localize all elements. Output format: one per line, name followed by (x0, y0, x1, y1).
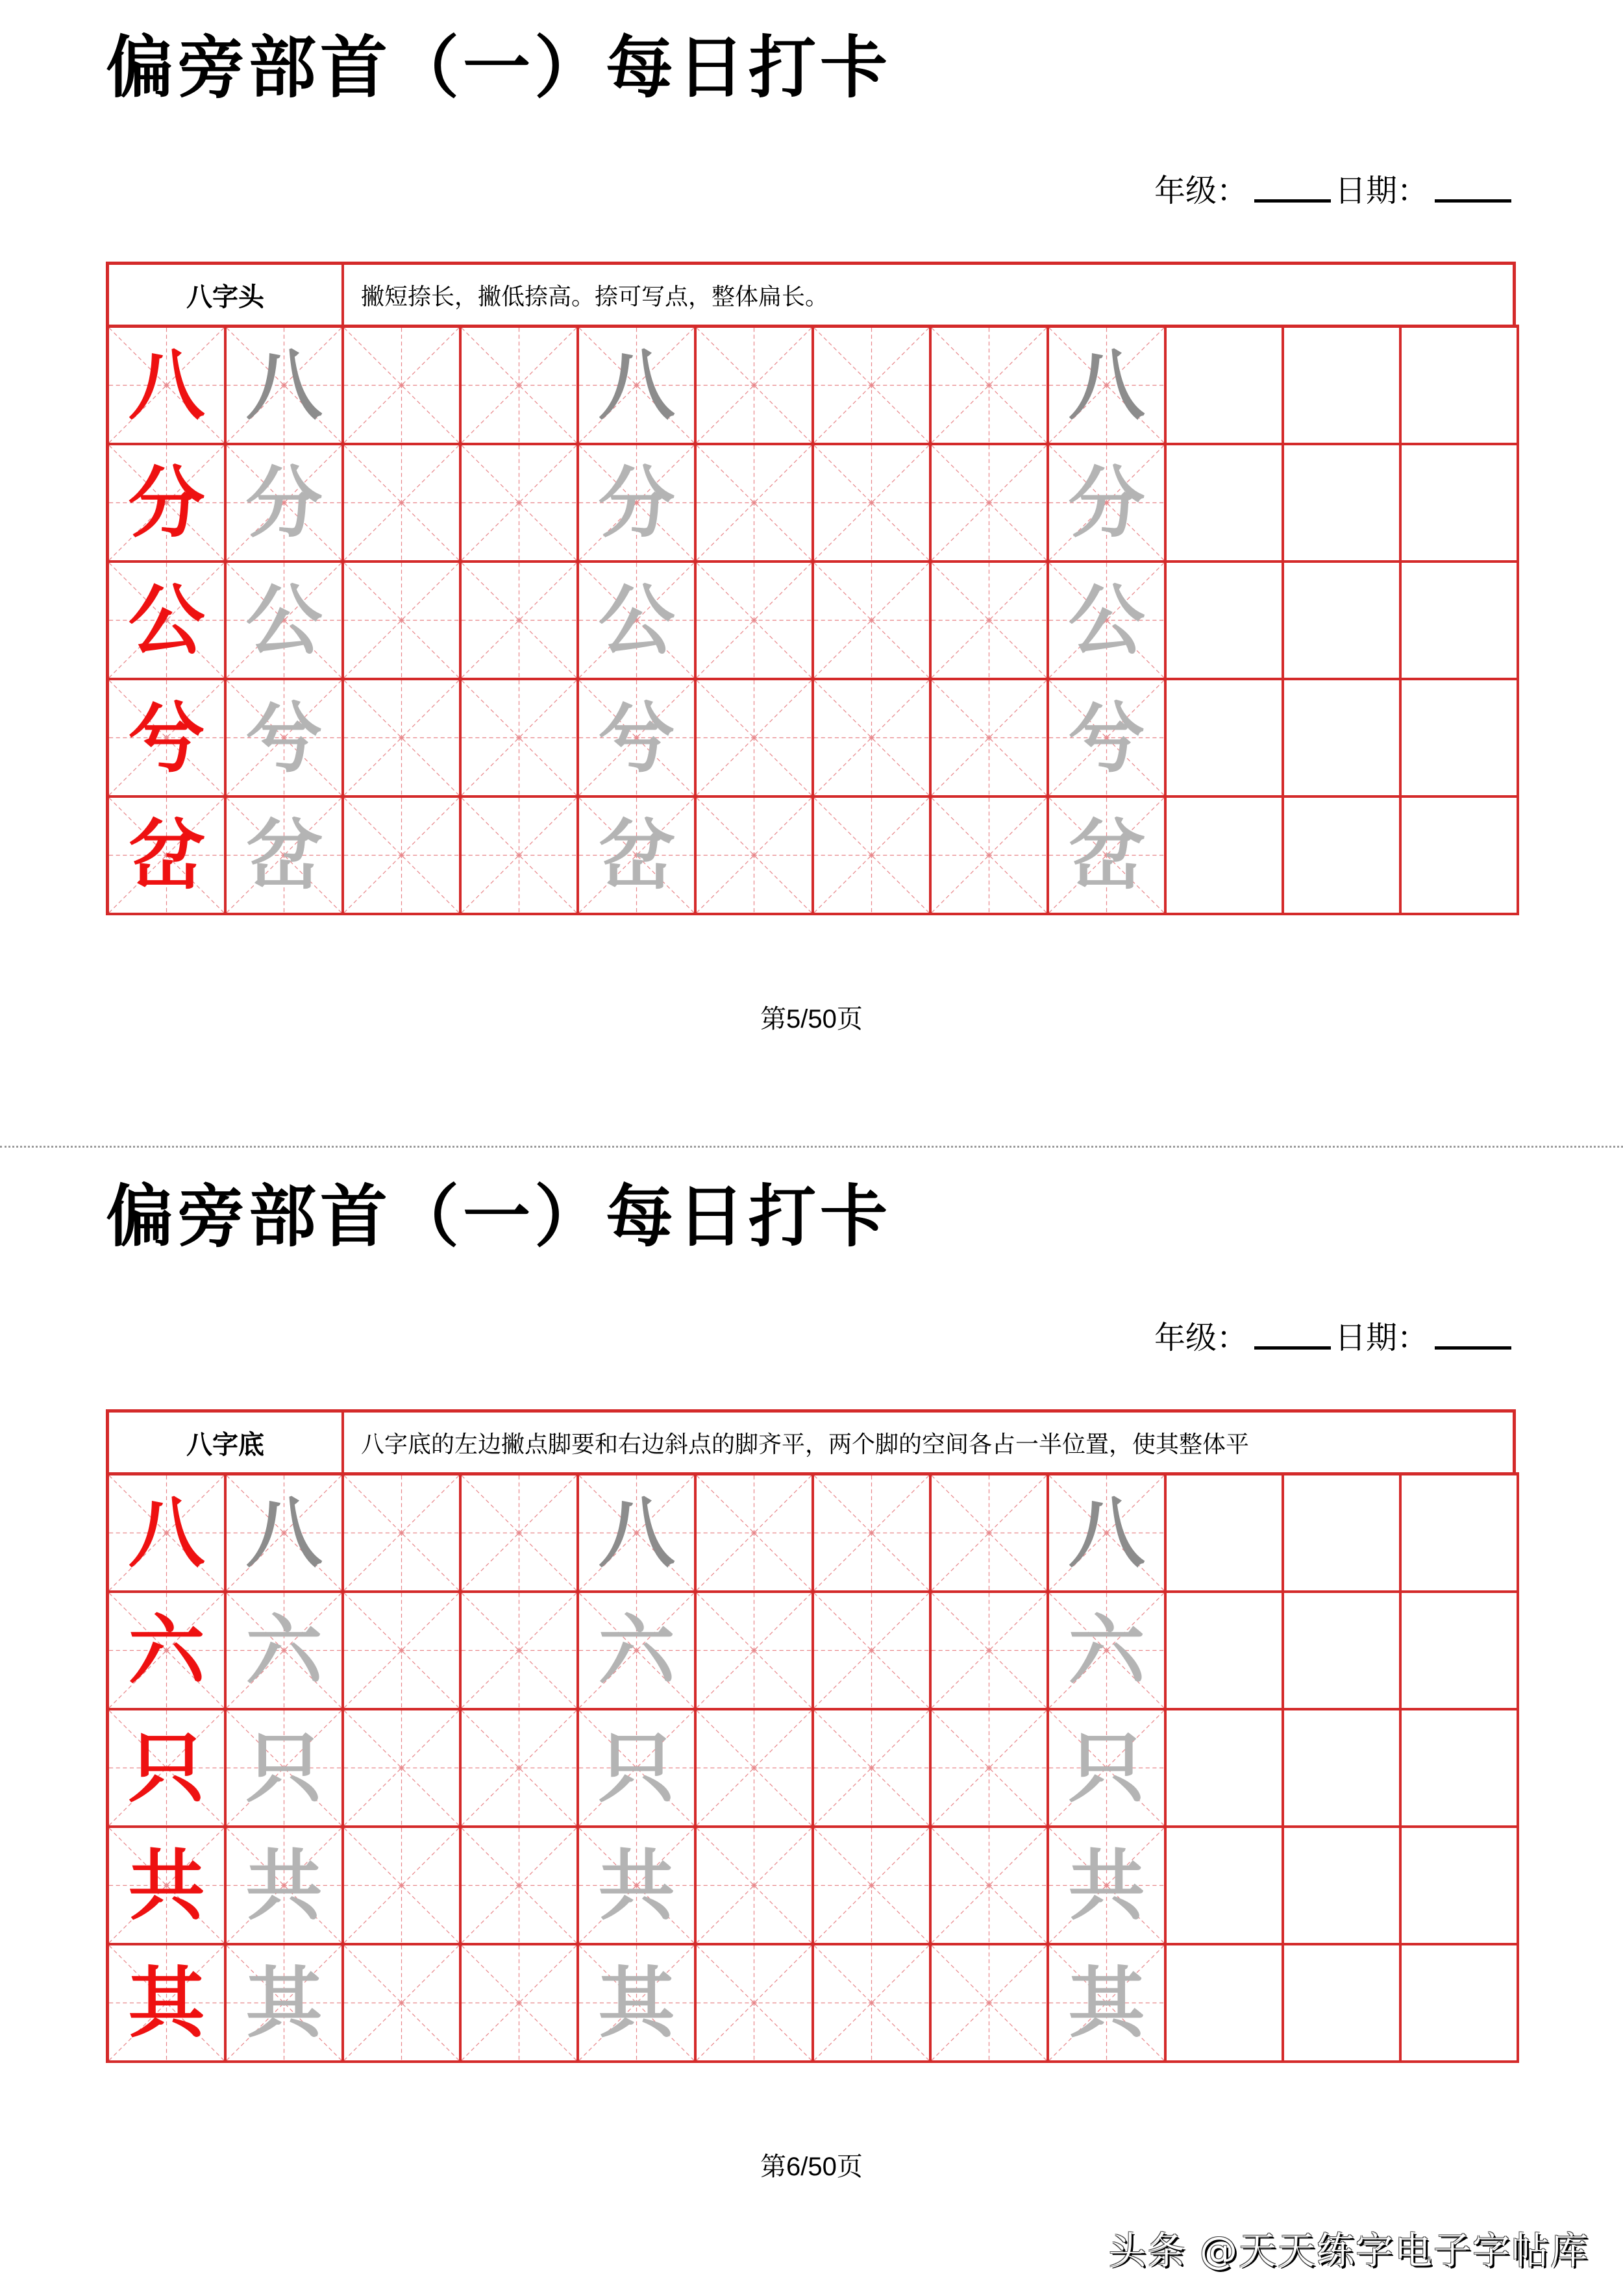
practice-cell[interactable] (227, 1710, 344, 1828)
practice-cell[interactable] (109, 1710, 227, 1828)
page-title: 偏旁部首（一）每日打卡 (106, 27, 892, 107)
practice-cell[interactable] (697, 445, 814, 563)
practice-cell[interactable] (1049, 680, 1167, 798)
blank-practice-cell[interactable] (1284, 1593, 1402, 1710)
practice-cell[interactable] (932, 1593, 1049, 1710)
practice-cell[interactable] (462, 680, 579, 798)
writing-tip: 八字底的左边撇点脚要和右边斜点的脚齐平，两个脚的空间各占一半位置，使其整体平 (361, 1431, 1250, 1458)
rice-grid-guide-icon (814, 445, 929, 560)
writing-tip: 撇短捺长，撇低捺高。捺可写点，整体扁长。 (361, 283, 829, 310)
rice-grid-guide-icon (462, 1828, 576, 1943)
trace-character: 其 (1068, 1957, 1145, 2048)
practice-cell[interactable] (109, 1945, 227, 2063)
practice-cell[interactable] (109, 680, 227, 798)
rice-grid-guide-icon (344, 680, 459, 795)
sheet-header (106, 1409, 1516, 1472)
rice-grid-guide-icon (697, 680, 812, 795)
blank-practice-cell[interactable] (1284, 1475, 1402, 1593)
practice-cell[interactable] (227, 1945, 344, 2063)
rice-grid-guide-icon (697, 563, 812, 678)
rice-grid-guide-icon (344, 328, 459, 443)
rice-grid-guide-icon (462, 445, 576, 560)
practice-cell[interactable] (932, 680, 1049, 798)
practice-cell[interactable] (344, 798, 462, 915)
trace-character: 其 (598, 1957, 675, 2048)
practice-cell[interactable] (814, 680, 932, 798)
blank-practice-cell[interactable] (1402, 1475, 1519, 1593)
grade-blank[interactable] (1254, 1346, 1331, 1350)
rice-grid-guide-icon (462, 1593, 576, 1708)
practice-cell[interactable] (462, 798, 579, 915)
rice-grid-guide-icon (932, 1475, 1047, 1590)
blank-practice-cell[interactable] (1284, 1828, 1402, 1945)
practice-cell[interactable] (697, 1828, 814, 1945)
practice-cell[interactable] (932, 1710, 1049, 1828)
rice-grid-guide-icon (462, 1710, 576, 1825)
practice-cell[interactable] (1049, 1945, 1167, 2063)
practice-cell[interactable] (109, 563, 227, 680)
blank-practice-cell[interactable] (1402, 445, 1519, 563)
practice-sheet (106, 1409, 1516, 2063)
practice-cell[interactable] (462, 445, 579, 563)
practice-cell[interactable] (579, 680, 697, 798)
practice-cell[interactable] (697, 1593, 814, 1710)
practice-cell[interactable] (579, 1828, 697, 1945)
blank-practice-cell[interactable] (1167, 445, 1284, 563)
practice-cell[interactable] (932, 563, 1049, 680)
practice-cell[interactable] (227, 445, 344, 563)
practice-cell[interactable] (1049, 445, 1167, 563)
practice-cell[interactable] (932, 798, 1049, 915)
practice-cell[interactable] (344, 1945, 462, 2063)
rice-grid-guide-icon (344, 1828, 459, 1943)
practice-cell[interactable] (814, 445, 932, 563)
blank-practice-cell[interactable] (1284, 1710, 1402, 1828)
practice-cell[interactable] (227, 680, 344, 798)
practice-cell[interactable] (109, 1475, 227, 1593)
page-divider (0, 1146, 1623, 1148)
page-number: 第6/50页 (760, 2153, 863, 2181)
practice-cell[interactable] (579, 1710, 697, 1828)
practice-cell[interactable] (814, 1828, 932, 1945)
practice-cell[interactable] (462, 1475, 579, 1593)
rice-grid-guide-icon (932, 680, 1047, 795)
model-character: 分 (128, 457, 205, 548)
trace-character: 只 (1068, 1722, 1145, 1813)
page-title: 偏旁部首（一）每日打卡 (106, 1176, 892, 1256)
rice-grid-guide-icon (697, 1710, 812, 1825)
blank-practice-cell[interactable] (1284, 798, 1402, 915)
trace-character: 分 (1068, 457, 1145, 548)
trace-character: 公 (598, 574, 675, 665)
model-character: 公 (128, 574, 205, 665)
practice-cell[interactable] (579, 563, 697, 680)
blank-practice-cell[interactable] (1284, 445, 1402, 563)
practice-cell[interactable] (932, 1475, 1049, 1593)
model-character: 其 (128, 1957, 205, 2048)
practice-cell[interactable] (344, 1828, 462, 1945)
rice-grid-guide-icon (932, 798, 1047, 913)
practice-cell[interactable] (109, 1593, 227, 1710)
practice-cell[interactable] (344, 563, 462, 680)
trace-character: 共 (1068, 1840, 1145, 1931)
trace-character: 兮 (1068, 692, 1145, 783)
date-blank[interactable] (1435, 1346, 1511, 1350)
grade-date-line (1154, 173, 1515, 209)
practice-cell[interactable] (227, 328, 344, 445)
rice-grid-guide-icon (697, 798, 812, 913)
practice-cell[interactable] (344, 328, 462, 445)
trace-character: 只 (598, 1722, 675, 1813)
trace-character: 八 (1068, 339, 1145, 430)
rice-grid-guide-icon (932, 563, 1047, 678)
rice-grid-guide-icon (932, 1593, 1047, 1708)
practice-cell[interactable] (697, 1475, 814, 1593)
trace-character: 其 (245, 1957, 323, 2048)
practice-cell[interactable] (814, 1710, 932, 1828)
blank-practice-cell[interactable] (1284, 680, 1402, 798)
date-label: 日期： (1334, 173, 1428, 209)
watermark: 头条 @天天练字电子字帖库 (1108, 2228, 1589, 2273)
blank-practice-cell[interactable] (1167, 1593, 1284, 1710)
practice-grid (106, 325, 1519, 915)
practice-cell[interactable] (1049, 563, 1167, 680)
blank-practice-cell[interactable] (1402, 328, 1519, 445)
practice-grid (106, 1472, 1519, 2063)
rice-grid-guide-icon (814, 1475, 929, 1590)
rice-grid-guide-icon (462, 1475, 576, 1590)
practice-cell[interactable] (697, 680, 814, 798)
practice-cell[interactable] (579, 1945, 697, 2063)
practice-cell[interactable] (462, 563, 579, 680)
model-character: 兮 (128, 692, 205, 783)
model-character: 六 (128, 1605, 205, 1696)
model-character: 八 (128, 339, 205, 430)
rice-grid-guide-icon (344, 1945, 459, 2060)
practice-cell[interactable] (1049, 1475, 1167, 1593)
blank-practice-cell[interactable] (1167, 680, 1284, 798)
practice-cell[interactable] (697, 563, 814, 680)
practice-cell[interactable] (1049, 798, 1167, 915)
grade-blank[interactable] (1254, 199, 1331, 203)
trace-character: 六 (245, 1605, 323, 1696)
trace-character: 岔 (598, 809, 675, 900)
grade-label: 年级： (1154, 1320, 1248, 1356)
rice-grid-guide-icon (932, 1945, 1047, 2060)
rice-grid-guide-icon (344, 445, 459, 560)
trace-character: 八 (598, 339, 675, 430)
practice-cell[interactable] (932, 1828, 1049, 1945)
blank-practice-cell[interactable] (1402, 563, 1519, 680)
grade-label: 年级： (1154, 173, 1248, 209)
blank-practice-cell[interactable] (1167, 328, 1284, 445)
radical-name: 八字底 (109, 1413, 344, 1472)
practice-cell[interactable] (462, 1945, 579, 2063)
practice-cell[interactable] (814, 1945, 932, 2063)
rice-grid-guide-icon (697, 1828, 812, 1943)
rice-grid-guide-icon (344, 798, 459, 913)
blank-practice-cell[interactable] (1284, 328, 1402, 445)
blank-practice-cell[interactable] (1167, 1475, 1284, 1593)
practice-cell[interactable] (579, 445, 697, 563)
practice-cell[interactable] (344, 1593, 462, 1710)
rice-grid-guide-icon (814, 1710, 929, 1825)
rice-grid-guide-icon (697, 445, 812, 560)
rice-grid-guide-icon (344, 1593, 459, 1708)
model-character: 共 (128, 1840, 205, 1931)
practice-cell[interactable] (227, 1828, 344, 1945)
practice-cell[interactable] (1049, 1593, 1167, 1710)
rice-grid-guide-icon (814, 328, 929, 443)
rice-grid-guide-icon (344, 1710, 459, 1825)
trace-character: 八 (245, 339, 323, 430)
practice-cell[interactable] (1049, 328, 1167, 445)
grade-date-line (1154, 1320, 1515, 1356)
date-blank[interactable] (1435, 199, 1511, 203)
practice-cell[interactable] (697, 1945, 814, 2063)
blank-practice-cell[interactable] (1167, 1945, 1284, 2063)
rice-grid-guide-icon (814, 680, 929, 795)
practice-cell[interactable] (109, 328, 227, 445)
blank-practice-cell[interactable] (1167, 1710, 1284, 1828)
rice-grid-guide-icon (462, 328, 576, 443)
blank-practice-cell[interactable] (1402, 798, 1519, 915)
practice-cell[interactable] (697, 798, 814, 915)
rice-grid-guide-icon (697, 1593, 812, 1708)
trace-character: 八 (245, 1487, 323, 1578)
trace-character: 兮 (598, 692, 675, 783)
rice-grid-guide-icon (344, 563, 459, 678)
practice-cell[interactable] (344, 445, 462, 563)
trace-character: 公 (245, 574, 323, 665)
practice-cell[interactable] (932, 1945, 1049, 2063)
rice-grid-guide-icon (932, 445, 1047, 560)
practice-cell[interactable] (462, 328, 579, 445)
practice-cell[interactable] (344, 680, 462, 798)
rice-grid-guide-icon (814, 1828, 929, 1943)
date-label: 日期： (1334, 1320, 1428, 1356)
blank-practice-cell[interactable] (1402, 1710, 1519, 1828)
rice-grid-guide-icon (814, 1593, 929, 1708)
practice-cell[interactable] (814, 1593, 932, 1710)
trace-character: 八 (1068, 1487, 1145, 1578)
practice-cell[interactable] (579, 328, 697, 445)
trace-character: 只 (245, 1722, 323, 1813)
practice-cell[interactable] (932, 445, 1049, 563)
rice-grid-guide-icon (932, 1828, 1047, 1943)
rice-grid-guide-icon (344, 1475, 459, 1590)
blank-practice-cell[interactable] (1284, 1945, 1402, 2063)
practice-cell[interactable] (697, 328, 814, 445)
rice-grid-guide-icon (814, 1945, 929, 2060)
rice-grid-guide-icon (697, 1945, 812, 2060)
practice-cell[interactable] (579, 798, 697, 915)
rice-grid-guide-icon (462, 798, 576, 913)
practice-cell[interactable] (344, 1710, 462, 1828)
trace-character: 岔 (245, 809, 323, 900)
rice-grid-guide-icon (462, 563, 576, 678)
model-character: 只 (128, 1722, 205, 1813)
practice-cell[interactable] (1049, 1828, 1167, 1945)
trace-character: 岔 (1068, 809, 1145, 900)
rice-grid-guide-icon (932, 1710, 1047, 1825)
blank-practice-cell[interactable] (1402, 1945, 1519, 2063)
rice-grid-guide-icon (814, 798, 929, 913)
blank-practice-cell[interactable] (1402, 1593, 1519, 1710)
trace-character: 共 (245, 1840, 323, 1931)
model-character: 八 (128, 1487, 205, 1578)
rice-grid-guide-icon (462, 680, 576, 795)
sheet-header (106, 262, 1516, 325)
practice-cell[interactable] (814, 563, 932, 680)
practice-cell[interactable] (1049, 1710, 1167, 1828)
practice-cell[interactable] (227, 1475, 344, 1593)
rice-grid-guide-icon (814, 563, 929, 678)
practice-cell[interactable] (932, 328, 1049, 445)
trace-character: 六 (598, 1605, 675, 1696)
trace-character: 共 (598, 1840, 675, 1931)
practice-cell[interactable] (227, 563, 344, 680)
practice-cell[interactable] (227, 798, 344, 915)
model-character: 岔 (128, 809, 205, 900)
blank-practice-cell[interactable] (1167, 563, 1284, 680)
trace-character: 八 (598, 1487, 675, 1578)
blank-practice-cell[interactable] (1402, 1828, 1519, 1945)
rice-grid-guide-icon (697, 328, 812, 443)
practice-cell[interactable] (579, 1475, 697, 1593)
practice-cell[interactable] (109, 798, 227, 915)
trace-character: 兮 (245, 692, 323, 783)
practice-cell[interactable] (814, 798, 932, 915)
radical-name: 八字头 (109, 265, 344, 325)
practice-cell[interactable] (462, 1828, 579, 1945)
practice-cell[interactable] (579, 1593, 697, 1710)
trace-character: 分 (245, 457, 323, 548)
practice-cell[interactable] (814, 328, 932, 445)
blank-practice-cell[interactable] (1284, 563, 1402, 680)
trace-character: 六 (1068, 1605, 1145, 1696)
practice-cell[interactable] (462, 1710, 579, 1828)
practice-cell[interactable] (227, 1593, 344, 1710)
practice-cell[interactable] (109, 445, 227, 563)
practice-cell[interactable] (344, 1475, 462, 1593)
rice-grid-guide-icon (697, 1475, 812, 1590)
page-number: 第5/50页 (760, 1005, 863, 1033)
blank-practice-cell[interactable] (1167, 1828, 1284, 1945)
practice-cell[interactable] (697, 1710, 814, 1828)
rice-grid-guide-icon (462, 1945, 576, 2060)
rice-grid-guide-icon (932, 328, 1047, 443)
practice-sheet (106, 262, 1516, 915)
practice-cell[interactable] (814, 1475, 932, 1593)
practice-cell[interactable] (109, 1828, 227, 1945)
trace-character: 公 (1068, 574, 1145, 665)
trace-character: 分 (598, 457, 675, 548)
blank-practice-cell[interactable] (1402, 680, 1519, 798)
practice-cell[interactable] (462, 1593, 579, 1710)
blank-practice-cell[interactable] (1167, 798, 1284, 915)
